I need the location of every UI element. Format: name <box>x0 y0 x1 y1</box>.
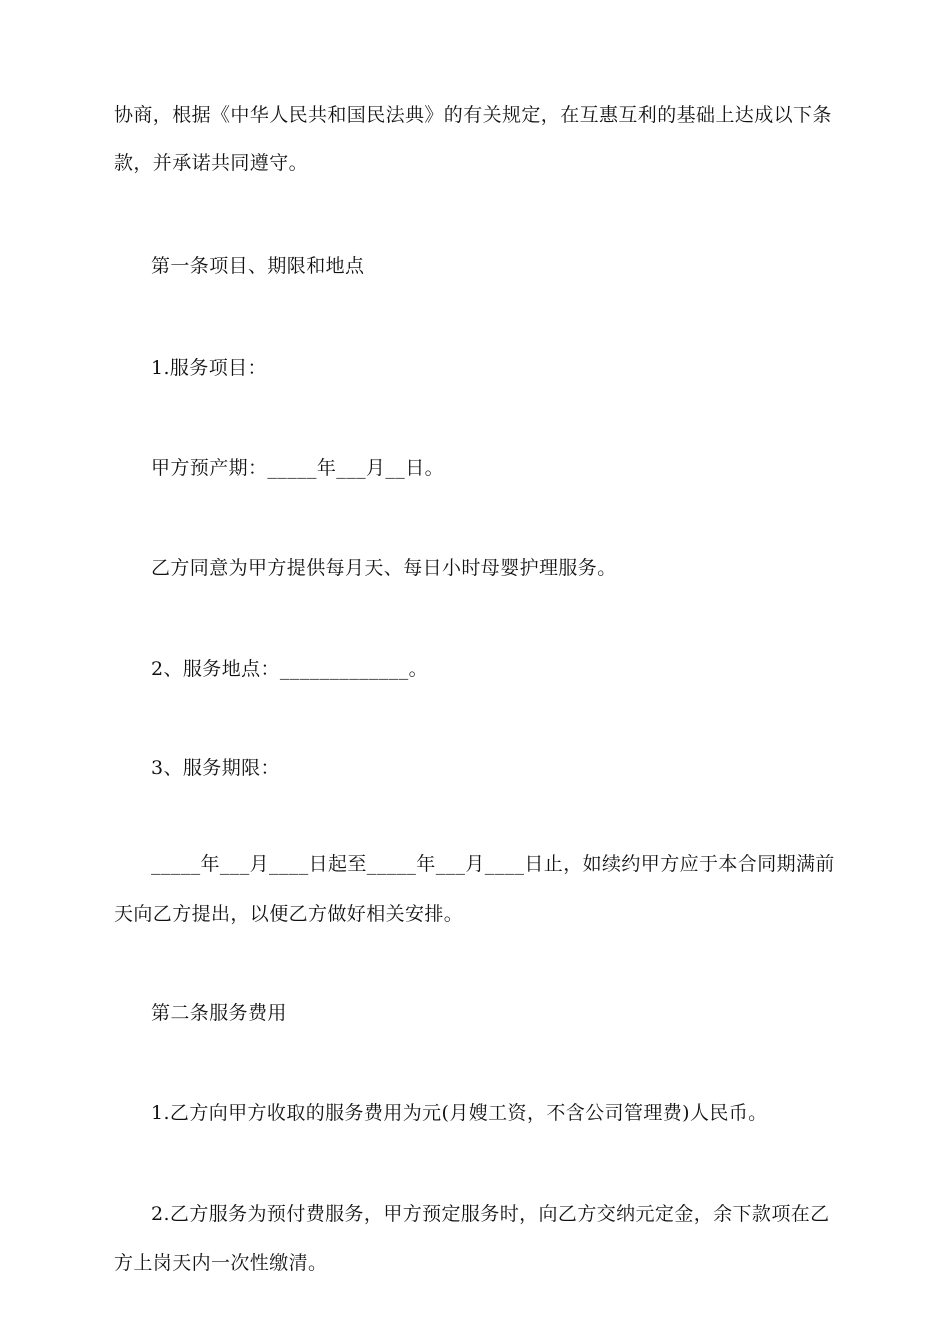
item-1-service-project: 1.服务项目： <box>151 357 267 379</box>
due-date-line: 甲方预产期：_____年___月__日。 <box>151 457 445 479</box>
item-3-service-term: 3、服务期限： <box>151 757 280 779</box>
article-1-heading: 第一条项目、期限和地点 <box>151 255 365 277</box>
service-description: 乙方同意为甲方提供每月天、每日小时母婴护理服务。 <box>151 557 617 579</box>
term-line-1: _____年___月____日起至_____年___月____日止，如续约甲方应于本合同期满前 <box>151 853 835 875</box>
intro-line-1: 协商，根据《中华人民共和国民法典》的有关规定，在互惠互利的基础上达成以下条 <box>114 104 832 126</box>
fee-item-2-line-2: 方上岗天内一次性缴清。 <box>114 1252 328 1274</box>
fee-item-2-line-1: 2.乙方服务为预付费服务，甲方预定服务时，向乙方交纳元定金，余下款项在乙 <box>151 1203 830 1225</box>
article-2-heading: 第二条服务费用 <box>151 1002 287 1024</box>
term-line-2: 天向乙方提出，以便乙方做好相关安排。 <box>114 903 464 925</box>
item-2-service-location: 2、服务地点：_____________。 <box>151 658 428 680</box>
fee-item-1: 1.乙方向甲方收取的服务费用为元(月嫂工资，不含公司管理费)人民币。 <box>151 1102 768 1124</box>
intro-line-2: 款，并承诺共同遵守。 <box>114 152 309 174</box>
